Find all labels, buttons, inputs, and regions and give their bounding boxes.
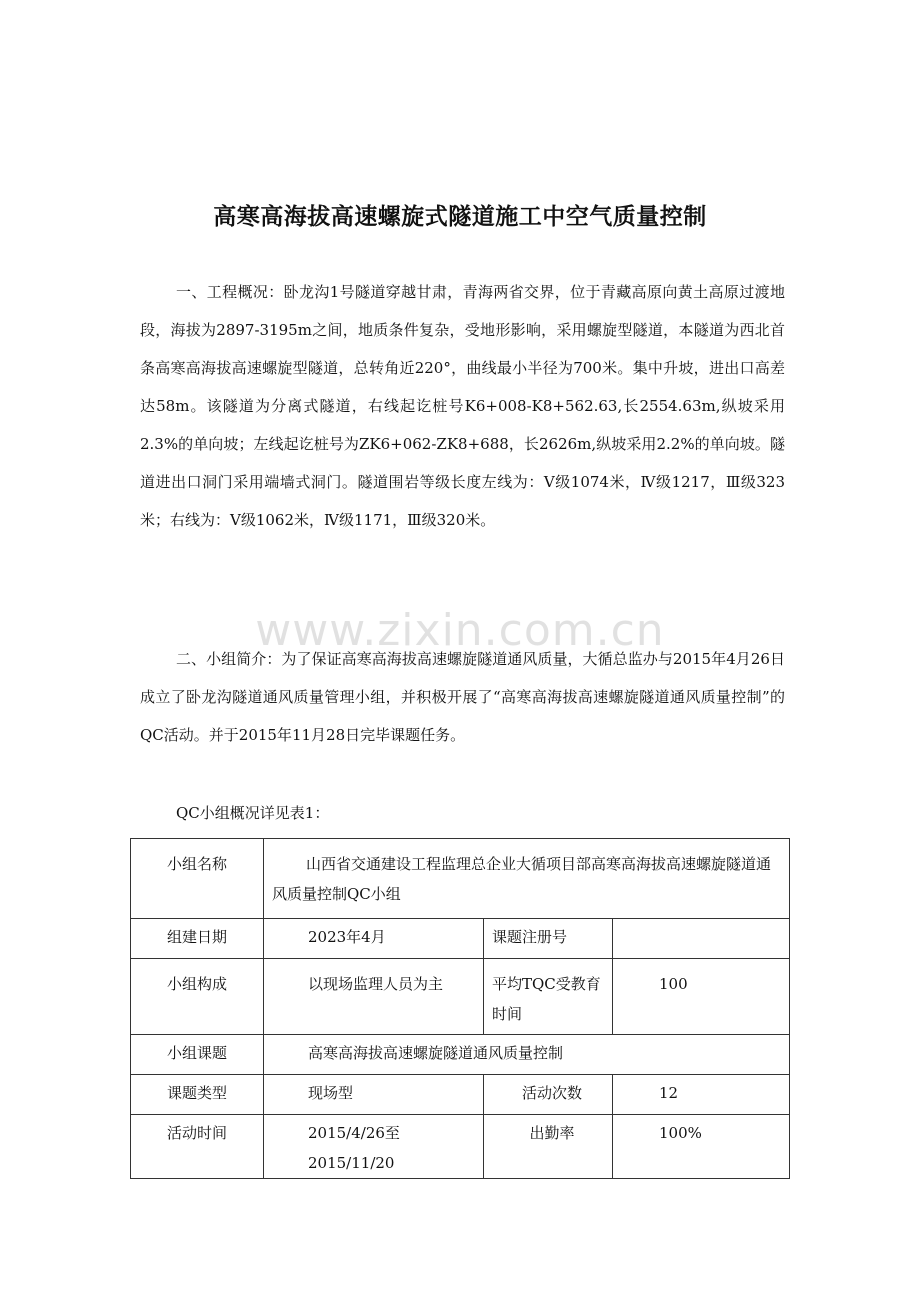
composition-label: 小组构成	[131, 959, 264, 1035]
topic-label: 小组课题	[131, 1035, 264, 1075]
table-row	[131, 959, 790, 1035]
page-title: 高寒高海拔高速螺旋式隧道施工中空气质量控制	[213, 204, 707, 230]
founded-label: 组建日期	[131, 919, 264, 959]
activities-value: 12	[613, 1075, 790, 1115]
project-overview-paragraph: 一、工程概况：卧龙沟1号隧道穿越甘肃，青海两省交界，位于青藏高原向黄土高原过渡地段，海拔为2897-3195m之间，地质条件复杂，受地形影响，采用螺旋型隧道，本隧道为西北首条高寒高海拔高速螺旋型隧道，总转角近220°，曲线最小半径为700米。集中升坡，进出口高差达58m。该隧道为分离式隧道，右线起讫桩号K6+008-K8+562.63,长2554.63m,纵坡采用2.3%的单向坡；左线起讫桩号为ZK6+062-ZK8+688，长2626m,纵坡采用2.2%的单向坡。隧道进出口洞门采用端墙式洞门。隧道围岩等级长度左线为：Ⅴ级1074米，Ⅳ级1217，Ⅲ级323米；右线为：Ⅴ级1062米，Ⅳ级1171，Ⅲ级320米。	[140, 283, 785, 529]
table-row	[131, 1075, 790, 1115]
registration-value	[613, 919, 790, 959]
team-intro-paragraph: 二、小组简介：为了保证高寒高海拔高速螺旋隧道通风质量，大循总监办与2015年4月26日成立了卧龙沟隧道通风质量管理小组，并积极开展了“高寒高海拔高速螺旋隧道通风质量控制”的QC活动。并于2015年11月28日完毕课题任务。	[140, 650, 785, 744]
table-row	[131, 1035, 790, 1075]
table-row	[131, 839, 790, 919]
group-name-label: 小组名称	[131, 839, 264, 919]
table-row	[131, 919, 790, 959]
composition-value: 以现场监理人员为主	[264, 959, 484, 1035]
founded-value: 2023年4月	[264, 919, 484, 959]
period-value: 2015/4/26至2015/11/20	[264, 1115, 484, 1179]
topic-value: 高寒高海拔高速螺旋隧道通风质量控制	[264, 1035, 790, 1075]
watermark: www.zixin.com.cn	[255, 605, 665, 656]
group-name-value: 山西省交通建设工程监理总企业大循项目部高寒高海拔高速螺旋隧道通风质量控制QC小组	[264, 839, 790, 919]
qc-team-table	[130, 838, 790, 1179]
table-caption: QC小组概况详见表1：	[176, 804, 330, 822]
type-label: 课题类型	[131, 1075, 264, 1115]
attendance-value: 100%	[613, 1115, 790, 1179]
table-row	[131, 1115, 790, 1179]
tqc-value: 100	[613, 959, 790, 1035]
type-value: 现场型	[264, 1075, 484, 1115]
attendance-label: 出勤率	[484, 1115, 613, 1179]
period-label: 活动时间	[131, 1115, 264, 1179]
registration-label: 课题注册号	[484, 919, 613, 959]
activities-label: 活动次数	[484, 1075, 613, 1115]
tqc-label: 平均TQC受教育时间	[484, 959, 613, 1035]
